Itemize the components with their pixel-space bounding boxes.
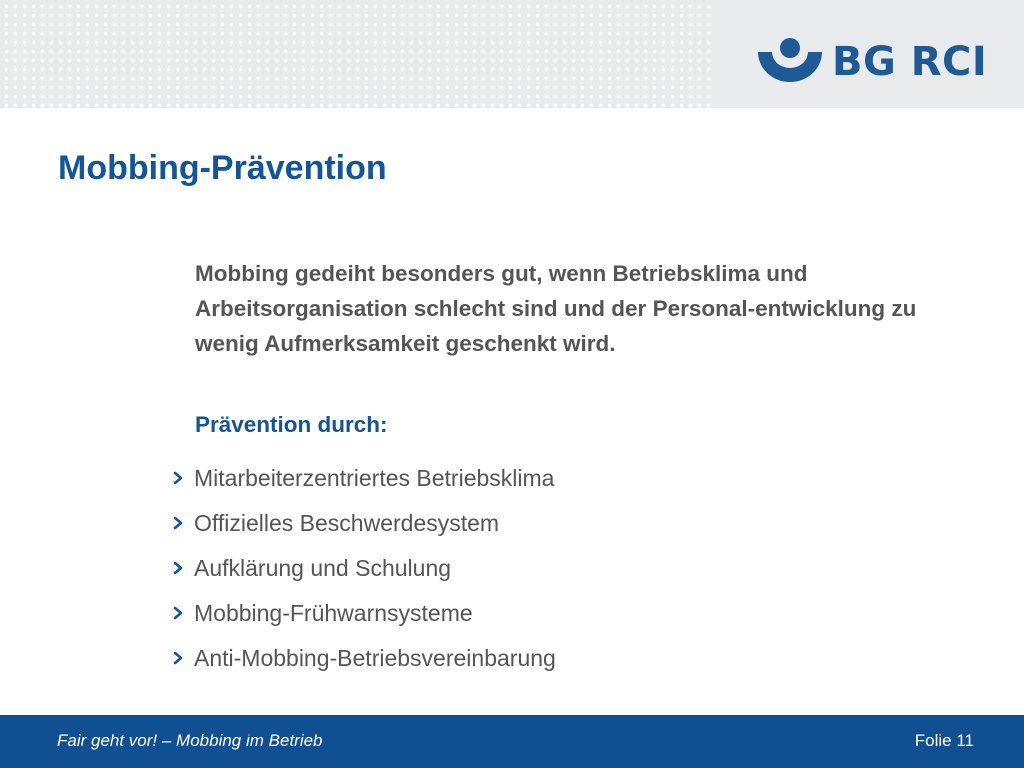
list-item	[172, 500, 556, 545]
intro-paragraph: Mobbing gedeiht besonders gut, wenn Betriebsklima und Arbeitsorganisation schlecht sind und der Personal-entwicklung zu wenig Aufmerksamkeit geschenkt wird.	[195, 261, 917, 356]
logo-text: BG RCI	[832, 39, 988, 85]
list-item	[172, 635, 556, 680]
list-item	[172, 455, 556, 500]
bg-rci-logo-icon	[756, 36, 824, 88]
list-item-text: Aufklärung und Schulung	[194, 554, 452, 581]
list-item	[172, 590, 556, 635]
list-item	[172, 545, 556, 590]
slide-title: Mobbing-Prävention	[58, 149, 387, 187]
list-item-text: Mitarbeiterzentriertes Betriebsklima	[194, 464, 555, 491]
list-item-text: Anti-Mobbing-Betriebsvereinbarung	[194, 644, 556, 671]
chevron-right-icon	[172, 470, 184, 486]
chevron-right-icon	[172, 515, 184, 531]
chevron-right-icon	[172, 650, 184, 666]
dot-pattern	[0, 0, 715, 108]
prevention-heading: Prävention durch:	[195, 412, 388, 437]
header-band	[0, 0, 1024, 108]
chevron-right-icon	[172, 605, 184, 621]
chevron-right-icon	[172, 560, 184, 576]
bg-rci-logo	[756, 36, 987, 88]
slide-number: Folie 11	[914, 731, 974, 750]
footer-title: Fair geht vor! – Mobbing im Betrieb	[57, 731, 323, 750]
list-item-text: Mobbing-Frühwarnsysteme	[194, 599, 473, 626]
prevention-list	[172, 455, 556, 680]
footer-bar	[0, 715, 1024, 768]
list-item-text: Offizielles Beschwerdesystem	[194, 509, 500, 536]
